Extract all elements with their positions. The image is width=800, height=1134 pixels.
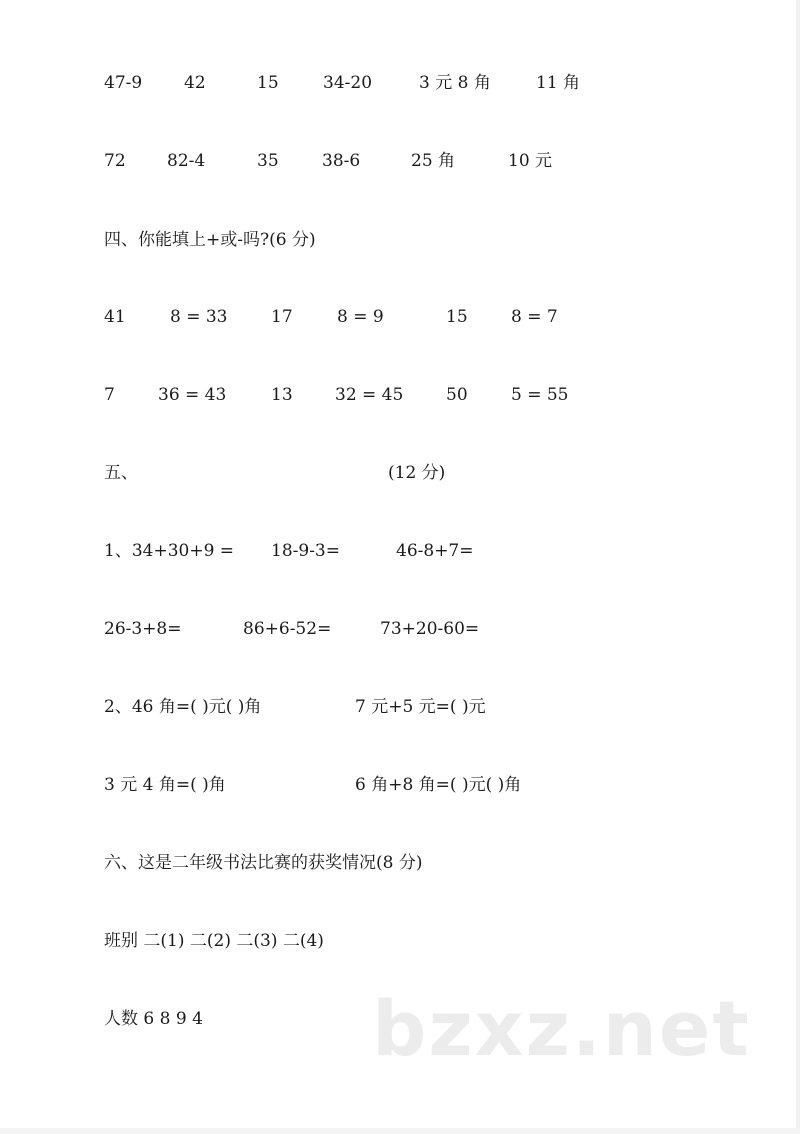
count-row: 人数 6 8 9 4	[104, 1009, 203, 1029]
s5-q1-r1-b: 18-9-3=	[271, 541, 340, 561]
s5-q1-r2-c: 73+20-60=	[380, 619, 480, 639]
s5-q2-r2-b: 6 角+8 角=( )元( )角	[355, 775, 522, 795]
item-10yuan: 10 元	[508, 151, 553, 171]
s4-r2-c: 13	[271, 385, 293, 405]
s4-r1-a: 41	[104, 307, 126, 327]
s4-r2-e: 50	[446, 385, 468, 405]
s5-q1-r1-a: 1、34+30+9 =	[104, 541, 235, 561]
watermark-logo: bzxz.net	[372, 984, 751, 1073]
item-35: 35	[257, 151, 279, 171]
s4-r1-f: 8 = 7	[511, 307, 558, 327]
item-47-9: 47-9	[104, 73, 143, 93]
s4-r2-f: 5 = 55	[511, 385, 569, 405]
section5-heading: 五、	[104, 463, 138, 483]
s4-r2-a: 7	[104, 385, 115, 405]
page-edge-bottom	[0, 1128, 800, 1134]
item-34-20: 34-20	[323, 73, 373, 93]
s5-q1-r1-c: 46-8+7=	[396, 541, 474, 561]
item-11jiao: 11 角	[536, 73, 581, 93]
section4-heading: 四、你能填上+或-吗?(6 分)	[104, 230, 316, 250]
s4-r1-e: 15	[446, 307, 468, 327]
section5-score: (12 分)	[388, 463, 446, 483]
s5-q2-r1-a: 2、46 角=( )元( )角	[104, 697, 262, 717]
item-72: 72	[104, 151, 126, 171]
item-42: 42	[184, 73, 206, 93]
s5-q2-r1-b: 7 元+5 元=( )元	[355, 697, 486, 717]
item-82-4: 82-4	[167, 151, 206, 171]
s4-r2-b: 36 = 43	[158, 385, 227, 405]
page-edge-right	[796, 0, 800, 1134]
item-3yuan8jiao: 3 元 8 角	[419, 73, 491, 93]
s4-r1-c: 17	[271, 307, 293, 327]
s4-r1-d: 8 = 9	[337, 307, 384, 327]
s5-q1-r2-b: 86+6-52=	[243, 619, 332, 639]
item-15: 15	[257, 73, 279, 93]
item-25jiao: 25 角	[411, 151, 456, 171]
s4-r1-b: 8 = 33	[170, 307, 228, 327]
s5-q2-r2-a: 3 元 4 角=( )角	[104, 775, 226, 795]
section6-heading: 六、这是二年级书法比赛的获奖情况(8 分)	[104, 853, 423, 873]
s5-q1-r2-a: 26-3+8=	[104, 619, 182, 639]
item-38-6: 38-6	[322, 151, 361, 171]
s4-r2-d: 32 = 45	[335, 385, 404, 405]
class-row: 班别 二(1) 二(2) 二(3) 二(4)	[104, 931, 324, 951]
